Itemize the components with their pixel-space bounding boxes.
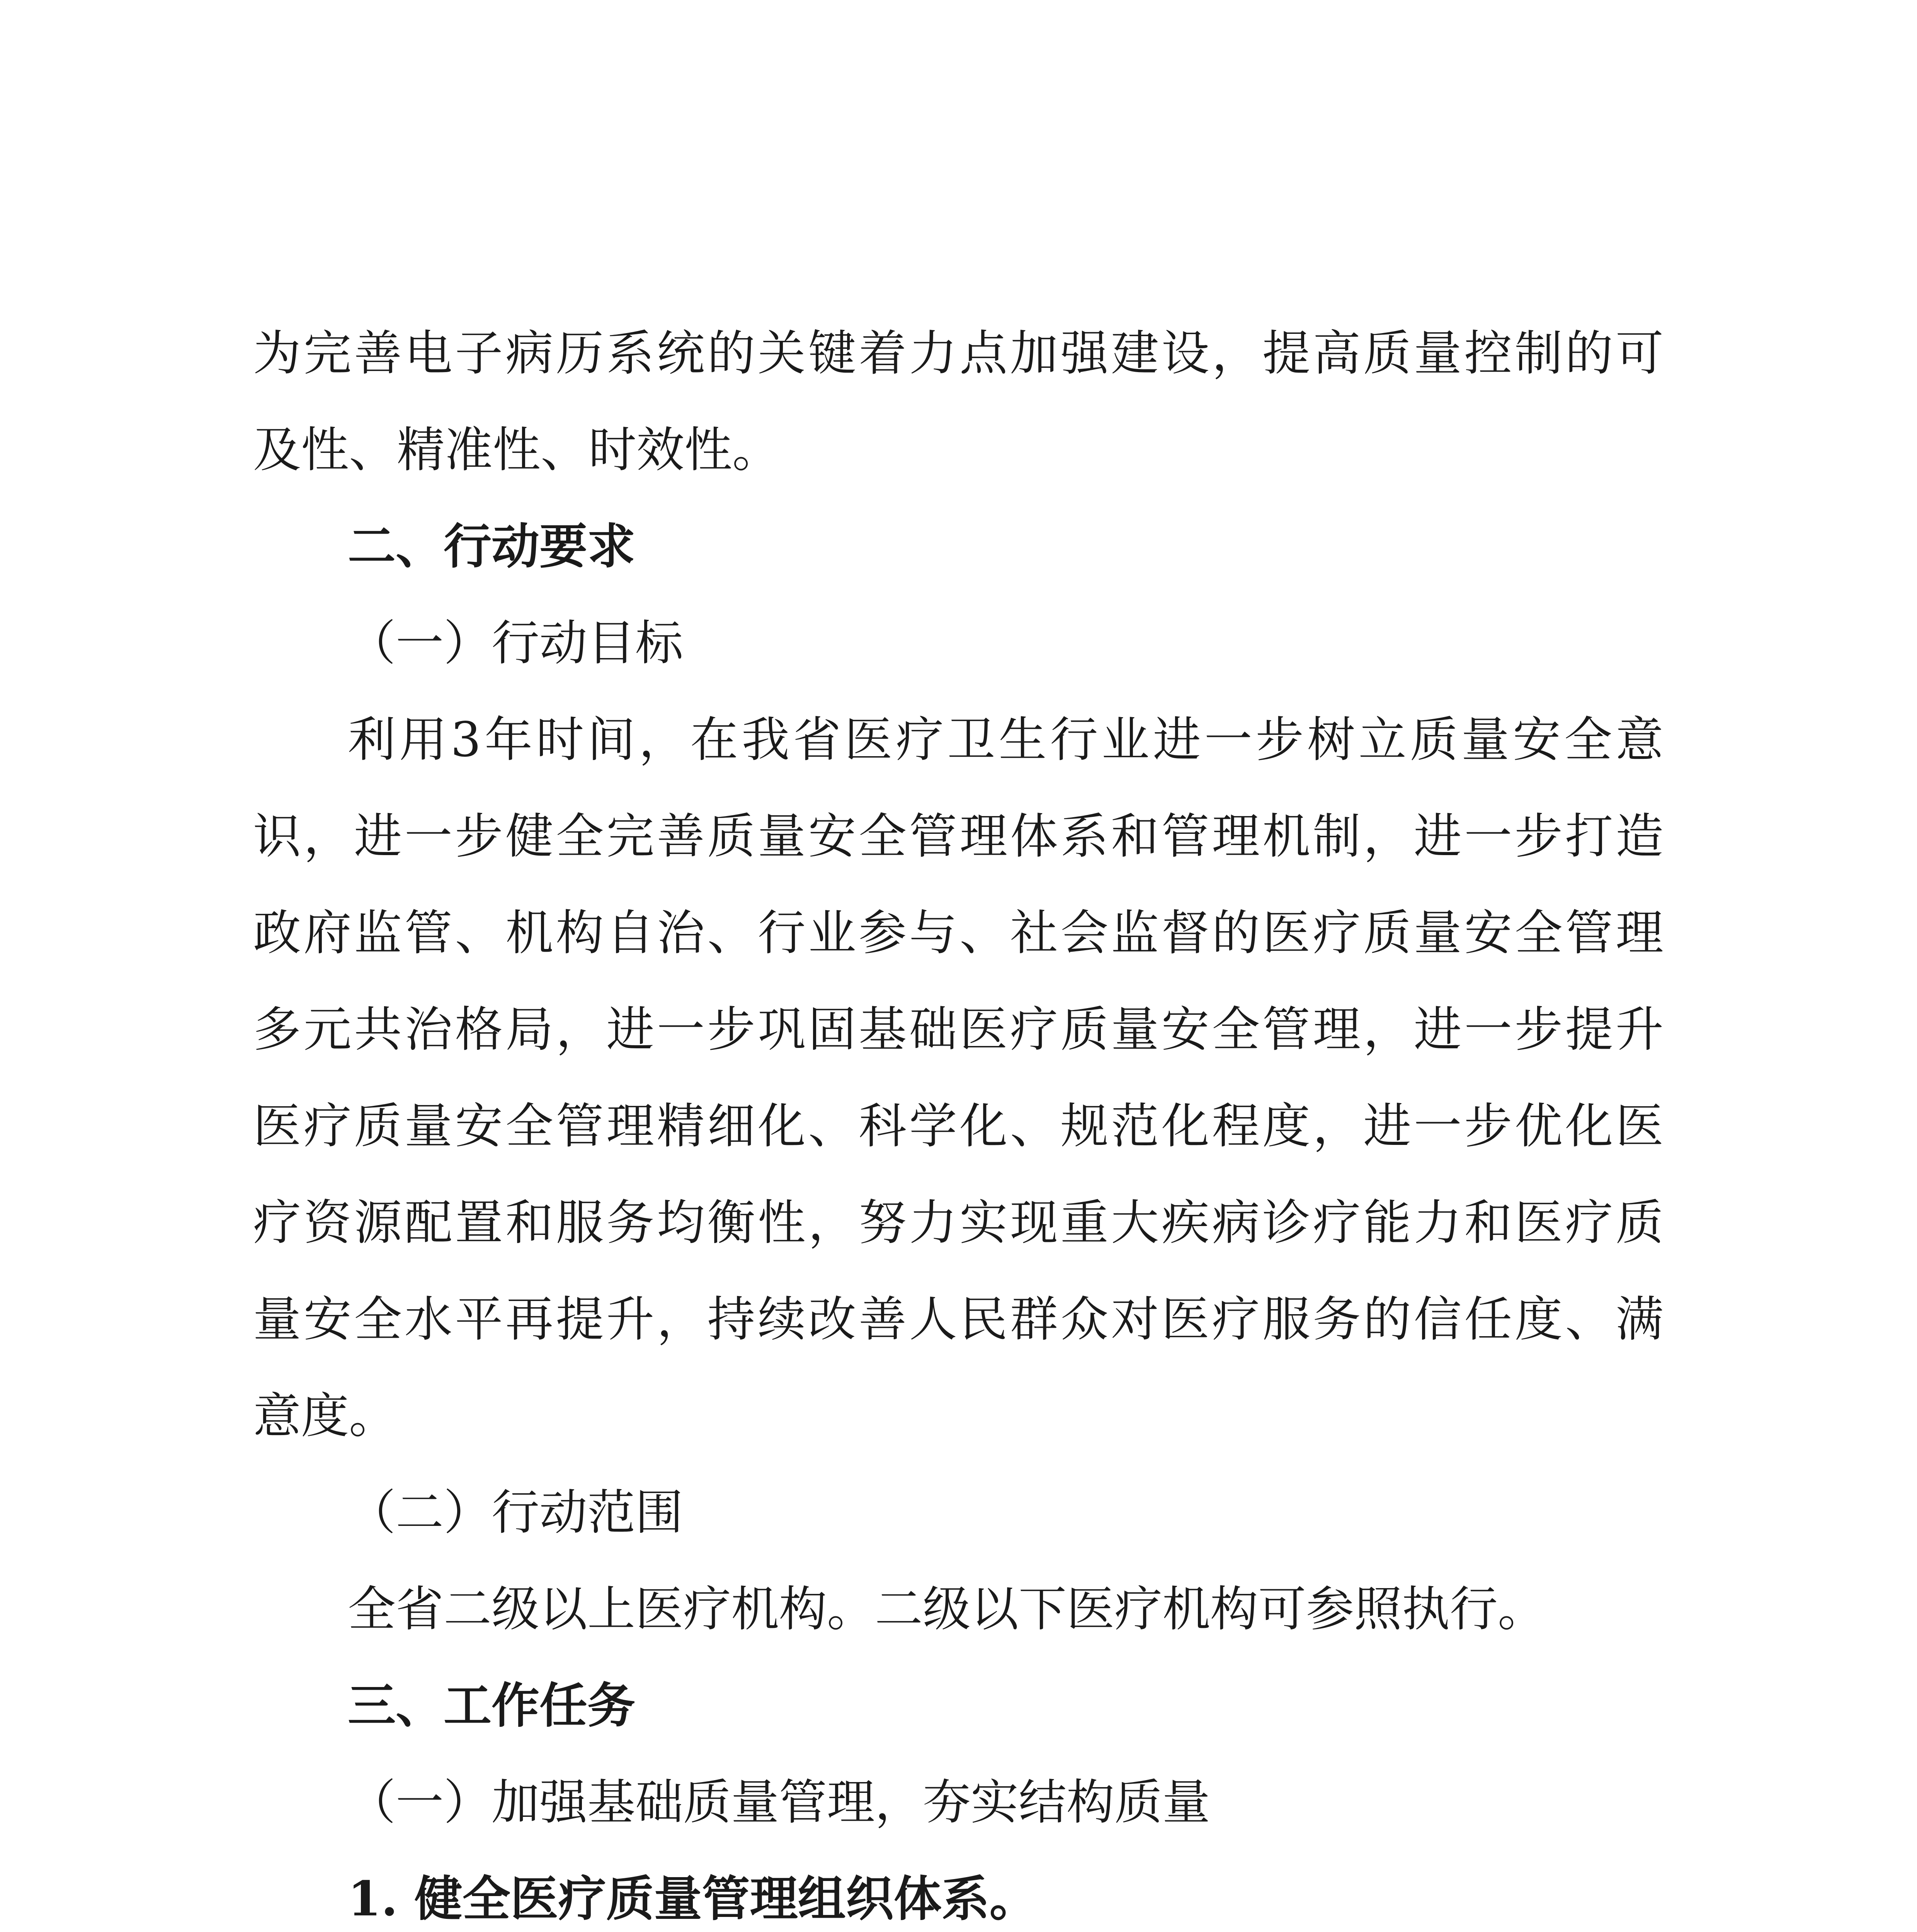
paragraph-line: 意度。 (253, 1388, 397, 1444)
subsection-heading-action-goal: （一）行动目标 (348, 616, 684, 671)
section-heading-work-tasks: 三、工作任务 (348, 1678, 636, 1734)
subsection-heading-basic-quality: （一）加强基础质量管理，夯实结构质量 (348, 1775, 1211, 1830)
paragraph-line: 及性、精准性、时效性。 (253, 422, 781, 478)
paragraph-line: 为完善电子病历系统的关键着力点加强建设，提高质量控制的可 (253, 326, 1664, 381)
section-heading-action-requirements: 二、行动要求 (348, 519, 636, 575)
paragraph-line: 多元共治格局，进一步巩固基础医疗质量安全管理，进一步提升 (253, 1002, 1664, 1058)
paragraph-line: 政府监管、机构自治、行业参与、社会监督的医疗质量安全管理 (253, 905, 1664, 961)
paragraph-line: 量安全水平再提升，持续改善人民群众对医疗服务的信任度、满 (253, 1292, 1664, 1347)
paragraph-line: 利用3年时间，在我省医疗卫生行业进一步树立质量安全意 (348, 712, 1664, 768)
paragraph-line: 医疗质量安全管理精细化、科学化、规范化程度，进一步优化医 (253, 1099, 1664, 1154)
item-heading-organization-system: 1. 健全医疗质量管理组织体系。 (348, 1871, 1038, 1927)
subsection-heading-action-scope: （二）行动范围 (348, 1485, 684, 1541)
paragraph-line: 疗资源配置和服务均衡性，努力实现重大疾病诊疗能力和医疗质 (253, 1195, 1664, 1251)
paragraph-line: 全省二级以上医疗机构。二级以下医疗机构可参照执行。 (348, 1582, 1546, 1637)
paragraph-line: 识，进一步健全完善质量安全管理体系和管理机制，进一步打造 (253, 809, 1664, 864)
